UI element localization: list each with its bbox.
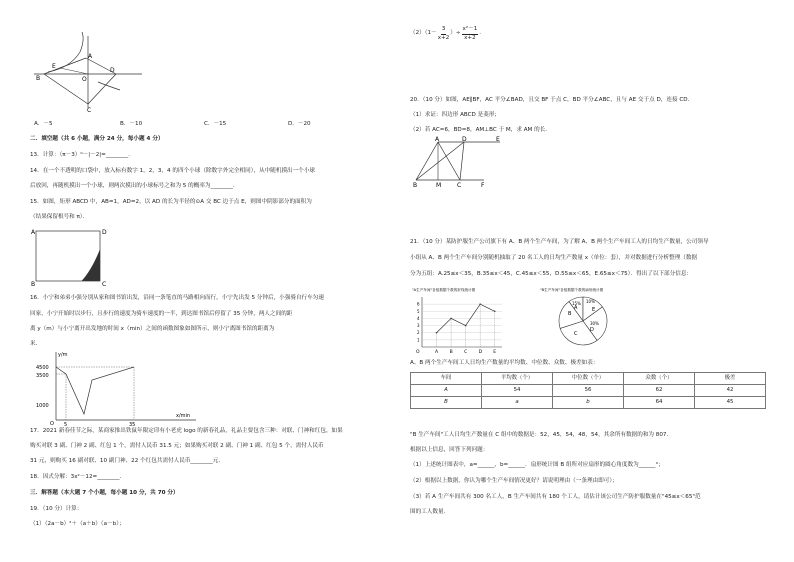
question-21-part2: （2）根据以上数据，你认为哪个生产车间情况更好？请说明理由（一条理由即可）； [410,478,618,484]
question-20-part1: （1）求证：四边形 ABCD 是菱形； [410,112,501,118]
pie-pct-30: 30% [590,321,599,326]
pie-chart-title: "B生产车间"各组数据个数的扇形统计图 [540,288,604,292]
question-15-line1: 15．如图，矩形 ABCD 中，AB=1，AD=2，以 AD 的长为半径的⊙A 交 BC 边于点 E，则图中阴影部分的面积为 [30,199,312,205]
fig16-x-axis-label: x/min [176,413,191,419]
fig20-label-a: A [435,136,440,143]
table-cell: a [482,397,553,409]
pie-pct-10: 10% [586,299,595,304]
fig-top-label-o: O [82,76,87,83]
option-a: A．－5 [34,121,53,127]
question-19-part1: （1）（2a－b）²＋（a＋b）（a－b）； [30,521,125,527]
table-row [411,397,766,409]
pie-chart-b [538,285,648,355]
table-cell: 42 [695,385,766,397]
fig16-value-1000: 1000 [36,403,49,409]
question-19-part2 [410,26,485,42]
question-16-line1: 16．小宁和弟弟小强分别从家和图书馆出发，沿同一条笔直的马路相向而行，小宁先出发 5 分钟后，小强骑自行车匀速 [30,295,324,301]
fig20-label-c: C [457,182,462,189]
fig20-label-b: B [413,182,418,189]
stats-table [410,372,766,409]
fig16-tick-5: 5 [64,422,68,428]
fraction-2 [462,26,479,42]
table-cell: 54 [482,385,553,397]
line-chart-y-tick: 6 [417,301,420,307]
table-cell: 64 [624,397,695,409]
table-cell: b [553,397,624,409]
line-chart-categories [416,349,496,355]
question-20-part2: （2）若 AC=6，BD=8，AM⊥BC 于 M，求 AM 的长． [410,127,551,133]
section-2-heading: 二．填空题（共 6 小题，满分 24 分，每小题 4 分） [30,136,164,142]
question-21-part3-line1: （3）若 A 生产车间共有 300 名工人，B 生产车间共有 180 个工人，请估计该公司生产防护服数量在"45≤x＜65"范 [410,494,701,500]
table-row [411,385,766,397]
fig15-rectangle [30,226,110,288]
question-13: 13．计算：（π－3）⁰－|－2|=________． [30,152,134,158]
pie-pct-15: 15% [572,301,581,306]
q19-2-prefix: （2）（1－ [410,30,437,37]
table-header-cell: 极差 [695,373,766,385]
line-chart-y-tick: 1 [417,337,420,343]
question-21-data: "B 生产车间"工人日均生产数量在 C 组中的数据是：52，45，54，48，54，其余所有数据的和为 807． [410,432,673,438]
fig15-label-b: B [31,281,36,288]
question-16-line4: 米． [30,341,42,347]
line-chart-category-label: A [435,350,439,355]
question-17-line2: 购买对联 3 副、门神 2 副、红包 1 个，需付人民币 31.5 元；如果购买对联 2 副、门神 1 副、红包 5 个，需付人民币 [30,443,324,449]
table-cell: 62 [624,385,695,397]
line-chart-grid [422,297,502,347]
fig15-label-d: D [102,229,107,236]
question-20-line1: 20．（10 分）如图，AE∥BF，AC 平分∠BAD，且交 BF 于点 C，BD 平分∠ABC，且与 AE 交于点 D，连接 CD． [410,97,694,103]
question-21-line1: 21．（10 分）某防护服生产公司旗下有 A、B 两个生产车间，为了解 A、B 两个生产车间工人的日均生产数量，公司领导 [410,239,709,245]
question-18: 18．因式分解：3x²－12=________． [30,474,126,480]
line-chart-category-label: B [449,350,453,355]
fig16-y-axis-label: y/m [58,352,68,358]
fig20-label-d: D [462,136,467,143]
fraction-1-den: x+2 [437,34,450,41]
fig-top-label-b: B [36,75,41,82]
fig16-value-3500: 3500 [36,373,49,379]
section-3-heading: 三．解答题（本大题 7 个小题，每小题 10 分，共 70 分） [30,490,179,496]
table-header-cell: 车间 [411,373,482,385]
line-chart-y-tick: 4 [417,315,420,321]
question-16-line3: 离 y（m）与小宁离开出发地的时间 x（min）之间的函数图象如图所示，则小宁离图书馆的距离为 [30,326,275,332]
table-cell: 45 [695,397,766,409]
fig20-label-m: M [436,182,442,189]
table-caption: A、B 两个生产车间工人日均生产数量的平均数、中位数、众数、极差如表： [410,360,599,366]
fig15-label-a: A [31,229,36,236]
line-chart-y-ticks [417,302,420,343]
line-chart-category-label: E [493,350,497,355]
question-19: 19．（10 分）计算： [30,506,83,512]
option-d: D．－20 [288,121,311,127]
table-header-cell: 众数（个） [624,373,695,385]
table-cell: A [411,385,482,397]
table-header-row [411,373,766,385]
line-chart-a [410,285,510,355]
fig-top-label-c: C [87,107,92,114]
top-geometry-figure [30,30,150,114]
table-header-cell: 中位数（个） [553,373,624,385]
question-16-line2: 回家，小宁开始时以步行，且步行的速度为骑车速度的一半，到达图书馆后停留了 35 分钟，两人之间的距 [30,311,293,317]
fig16-origin: O [50,421,54,427]
question-21-line3: 分为五组：A.25≤x＜35，B.35≤x＜45，C.45≤x＜55，D.55≤x＜65，E.65≤x＜75）．得出了以下部分信息： [410,271,693,277]
table-cell: 56 [553,385,624,397]
question-14-line1: 14．在一个不透明的口袋中，放入标有数字 1，2，3，4 的四个小球（除数字外完全相同），从中随机摸出一个小球 [30,168,316,174]
fig15-label-c: C [102,281,107,288]
line-chart-category-label: C [464,350,468,355]
fig16-value-4500: 4500 [36,365,49,371]
fraction-1 [438,26,450,42]
pie-slices [559,297,607,345]
question-17-line3: 31 元，则购买 16 副对联、10 副门神、22 个红包共需付人民币________元． [30,458,224,464]
pie-label-d: D [590,327,594,333]
pie-label-a: A [574,305,578,311]
question-21-part1: （1）上述统计图表中，a=______，b=______．扇形统计图 B 组所对应扇形的圆心角度数为______°； [410,462,664,468]
pie-label-e: E [592,307,596,313]
question-21-part3-line2: 围的工人数量． [410,509,450,515]
line-chart-y-tick: 3 [417,323,420,329]
fraction-2-num: x²－1 [462,26,479,35]
fig20-rhombus [412,136,504,188]
fig16-graph [30,350,200,428]
fig20-label-e: E [496,136,500,143]
pie-label-c: C [574,331,578,337]
q19-2-mid: ）÷ [450,30,461,37]
fig20-label-f: F [481,182,485,189]
fig16-tick-35: 35 [129,422,136,428]
fraction-1-num: 3 [441,26,447,35]
line-chart-origin: O [416,350,420,355]
line-chart-y-tick: 2 [417,330,420,336]
pie-label-b: B [568,311,572,317]
table-cell: B [411,397,482,409]
question-14-line2: 后放回，再随机摸出一个小球，则两次摸出的小球标号之和为 5 的概率为________． [30,183,239,189]
question-21-line2: 小组从 A、B 两个生产车间分别随机抽取了 20 名工人的日均生产数量 x（单位：套），并对数据进行分析整理（数据 [410,255,698,261]
line-chart-category-label: D [478,350,483,355]
option-b: B．－10 [120,121,143,127]
table-header-cell: 平均数（个） [482,373,553,385]
fig-top-label-d: D [110,67,115,74]
fig-top-label-a: A [88,53,93,60]
question-15-line2: （结果保留根号和 π）． [30,214,89,220]
q19-2-end: ． [479,30,485,37]
fraction-2-den: x+2 [464,34,476,41]
option-c: C．－15 [204,121,227,127]
line-chart-title: "A生产车间"各组数据个数的折线统计图 [412,288,476,292]
question-21-ask: 根据以上信息，回答下列问题： [410,447,489,453]
question-17-line1: 17．2021 新春佳节之际，某商家推出铁鼠年限定印有小老虎 logo 的新春礼品，礼品主要包含三种：对联、门神和红包，如果 [30,428,343,434]
fig-top-label-e: E [52,63,56,70]
line-chart-y-tick: 5 [417,308,420,314]
